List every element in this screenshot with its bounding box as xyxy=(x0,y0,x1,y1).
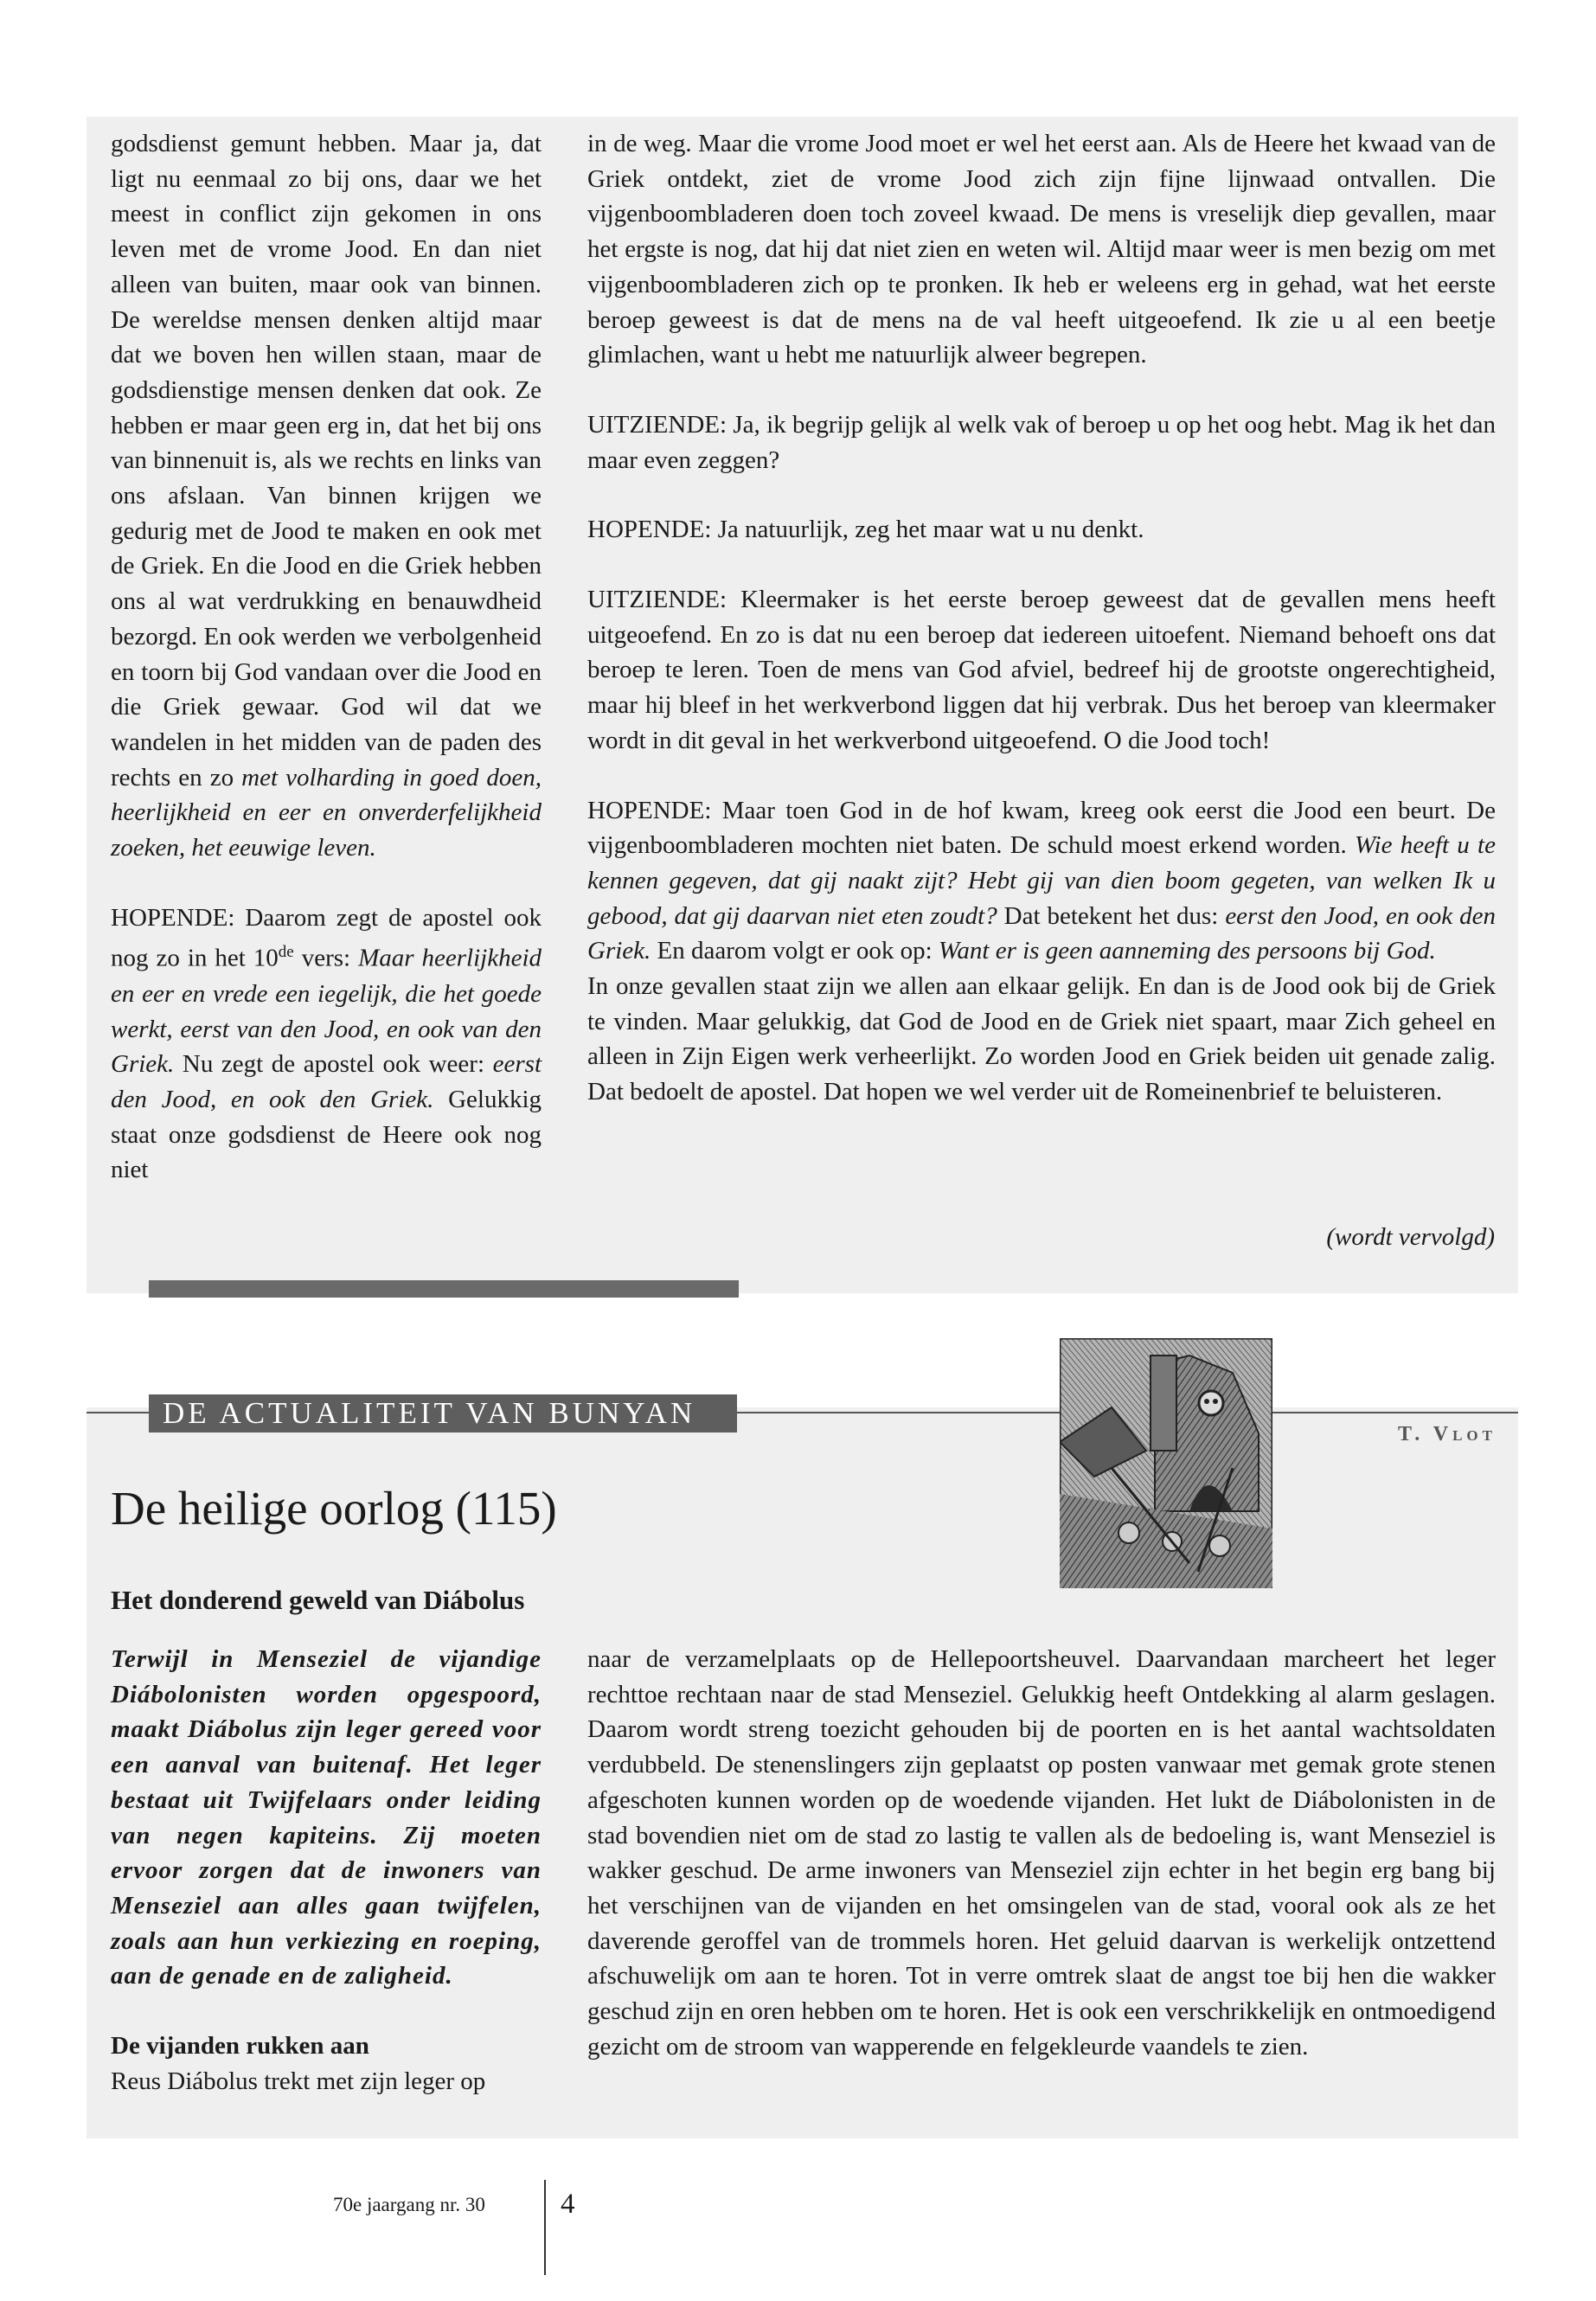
bunyan-right-column xyxy=(587,1642,1496,2064)
author-name: T. Vlot xyxy=(1397,1423,1497,1445)
text-run: in de weg. Maar die vrome Jood moet er wel het eerst aan. Als de Heere het kwaad van de Griek ontdekt, ziet de vrome Jood zich zijn fijne lijnwaad ontvallen. Die vijgenboombladeren doen toch zoveel kwaad. De mens is vreselijk diep gevallen, maar het ergste is nog, dat hij dat niet zien en weten wil. Altijd maar weer is men bezig om met vijgenboombladeren zich op te pronken. Ik heb er weleens erg in gehad, wat het eerste beroep geweest is dat de mens na de val heeft uitgeoefend. Ik zie u al een beetje glimlachen, want u hebt me natuurlijk alweer begrepen. xyxy=(587,130,1496,369)
spacer xyxy=(587,478,1496,512)
section-kicker: DE ACTUALITEIT VAN BUNYAN xyxy=(149,1394,737,1433)
continued-note: (wordt vervolgd) xyxy=(1326,1223,1495,1251)
text-run: En daarom volgt er ook op: xyxy=(651,937,939,965)
article-intro: Terwijl in Menseziel de vijandige Diábolonisten worden opgespoord, maakt Diábolus zijn leger gereed voor een aanval van buitenaf. Het leger bestaat uit Twijfelaars onder leiding van negen kapiteins. Zij moeten ervoor zorgen dat de inwoners van Menseziel aan alles gaan twijfelen, zoals aan hun verkiezing en roeping, aan de genade en de zaligheid. xyxy=(111,1645,542,1990)
text-run: Dat betekent het dus: xyxy=(997,901,1226,930)
spacer xyxy=(587,548,1496,582)
text-run: In onze gevallen staat zijn we allen aan elkaar gelijk. En dan is de Jood ook bij de Griek te vinden. Maar gelukkig, dat God de Jood en de Griek niet spaart, maar Zich geheel en alleen in Zijn Eigen werk verheerlijkt. Zo worden Jood en Griek beiden uit genade zalig. Dat bedoelt de apostel. Dat hopen we wel verder uit de Romeinenbrief te beluisteren. xyxy=(587,972,1496,1106)
paragraph xyxy=(587,969,1496,1110)
text-run: Nu zegt de apostel ook weer: xyxy=(174,1050,493,1079)
italic-text: eerst den Jood, en ook den Griek. xyxy=(587,901,1496,965)
footer-volume: 70e jaargang nr. 30 xyxy=(333,2194,485,2215)
footer-divider xyxy=(544,2180,546,2275)
text-run: de xyxy=(278,943,294,962)
section-heading: De vijanden rukken aan xyxy=(111,2032,369,2061)
top-right-column xyxy=(587,126,1496,1110)
top-left-column xyxy=(111,126,542,1188)
italic-text: met volharding in goed doen, heerlijkheid en eer en onverderfelijkheid zoeken, het eeuwige leven. xyxy=(111,763,542,862)
page-number: 4 xyxy=(561,2189,575,2220)
text-run: vers: xyxy=(293,945,359,973)
italic-text: Maar heerlijkheid en eer en vrede een iegelijk, die het goede werkt, eerst van den Jood, en ook van den Griek. xyxy=(111,945,542,1079)
text-run: UITZIENDE: Ja, ik begrijp gelijk al welk vak of beroep u op het oog hebt. Mag ik het dan maar even zeggen? xyxy=(587,410,1496,474)
text-run: HOPENDE: Ja natuurlijk, zeg het maar wat u nu denkt. xyxy=(587,516,1144,544)
text-run: HOPENDE: Maar toen God in de hof kwam, kreeg ook eerst die Jood een beurt. De vijgenboombladeren mochten niet baten. De schuld moest erkend worden. xyxy=(587,796,1496,860)
article-subtitle: Het donderend geweld van Diábolus xyxy=(111,1585,525,1615)
bunyan-right-text: naar de verzamelplaats op de Hellepoortsheuvel. Daarvandaan marcheert het leger rechttoe rechtaan naar de stad Menseziel. Gelukkig heeft Ontdekking al alarm geslagen. Daarom wordt streng toezicht gehouden bij de poorten en is het aantal wachtsoldaten verdubbeld. De stenenslingers zijn geplaatst op posten vanwaar met gemak grote stenen afgeschoten kunnen worden op de woedende vijanden. Het lukt de Diábolonisten in de stad bovendien niet om de stad zo lastig te vallen als de bedoeling is, want Menseziel is wakker geschud. De arme inwoners van Menseziel zijn echter in het begin erg bang bij het verschijnen van de vijanden en het omsingelen van de stad, vooral ook als ze het daverende geroffel van de trommels horen. Het geluid daarvan is werkelijk ontzettend afschuwelijk om aan te horen. Tot in verre omtrek slaat de angst toe bij hen die wakker geschud zijn en oren hebben om te horen. Het is ook een verschrikkelijk en ontmoedigend gezicht om de stroom van wapperende en felgekleurde vaandels te zien. xyxy=(587,1645,1496,2061)
spacer xyxy=(587,759,1496,793)
italic-text: Want er is geen aanneming des persoons bij God. xyxy=(938,937,1436,965)
text-run: HOPENDE: Daarom zegt de apostel ook nog zo in het 10 xyxy=(111,903,542,973)
paragraph xyxy=(587,407,1496,478)
spacer xyxy=(111,866,542,901)
italic-text: eerst den Jood, en ook den Griek. xyxy=(111,1050,542,1113)
section-divider-bar xyxy=(149,1280,739,1298)
paragraph xyxy=(587,512,1496,548)
bunyan-left-column xyxy=(111,1642,542,2099)
woodcut-illustration xyxy=(1060,1338,1272,1588)
text-run: UITZIENDE: Kleermaker is het eerste beroep geweest dat de gevallen mens heeft uitgeoefend. En zo is dat nu een beroep dat iedereen uitoefent. Niemand behoeft ons dat beroep te leren. Toen de mens van God afviel, bedreef hij de grootste ongerechtigheid, maar hij bleef in het werkverbond liggen dat hij verbrak. Dus het beroep van kleermaker wordt in dit geval in het werkverbond uitgeoefend. O die Jood toch! xyxy=(587,586,1496,754)
paragraph xyxy=(111,126,542,866)
text-run: Gelukkig staat onze godsdienst de Heere ook nog niet xyxy=(111,1085,542,1184)
spacer xyxy=(587,373,1496,407)
text-run: godsdienst gemunt hebben. Maar ja, dat ligt nu eenmaal zo bij ons, daar we het meest in conflict zijn gekomen in ons leven met de vrome Jood. En dan niet alleen van buiten, maar ook van binnen. De wereldse mensen denken altijd maar dat we boven hen willen staan, maar de godsdienstige mensen denken dat ook. Ze hebben er maar geen erg in, dat het bij ons van binnenuit is, als we rechts en links van ons afslaan. Van binnen krijgen we gedurig met de Jood te maken en ook met de Griek. En die Jood en die Griek hebben ons al wat verdrukking en benauwdheid bezorgd. En ook werden we verbolgenheid en toorn bij God vandaan over die Jood en die Griek gewaar. God wil dat we wandelen in het midden van de paden des rechts en zo xyxy=(111,130,542,792)
article-title: De heilige oorlog (115) xyxy=(111,1482,557,1535)
section-first-line: Reus Diábolus trekt met zijn leger op xyxy=(111,2067,486,2095)
paragraph xyxy=(587,793,1496,970)
spacer xyxy=(111,1994,542,2029)
paragraph xyxy=(587,582,1496,759)
paragraph xyxy=(111,901,542,1188)
italic-text: Wie heeft u te kennen gegeven, dat gij naakt zijt? Hebt gij van dien boom gegeten, van welken Ik u gebood, dat gij daarvan niet eten zoudt? xyxy=(587,831,1496,930)
paragraph xyxy=(587,126,1496,373)
